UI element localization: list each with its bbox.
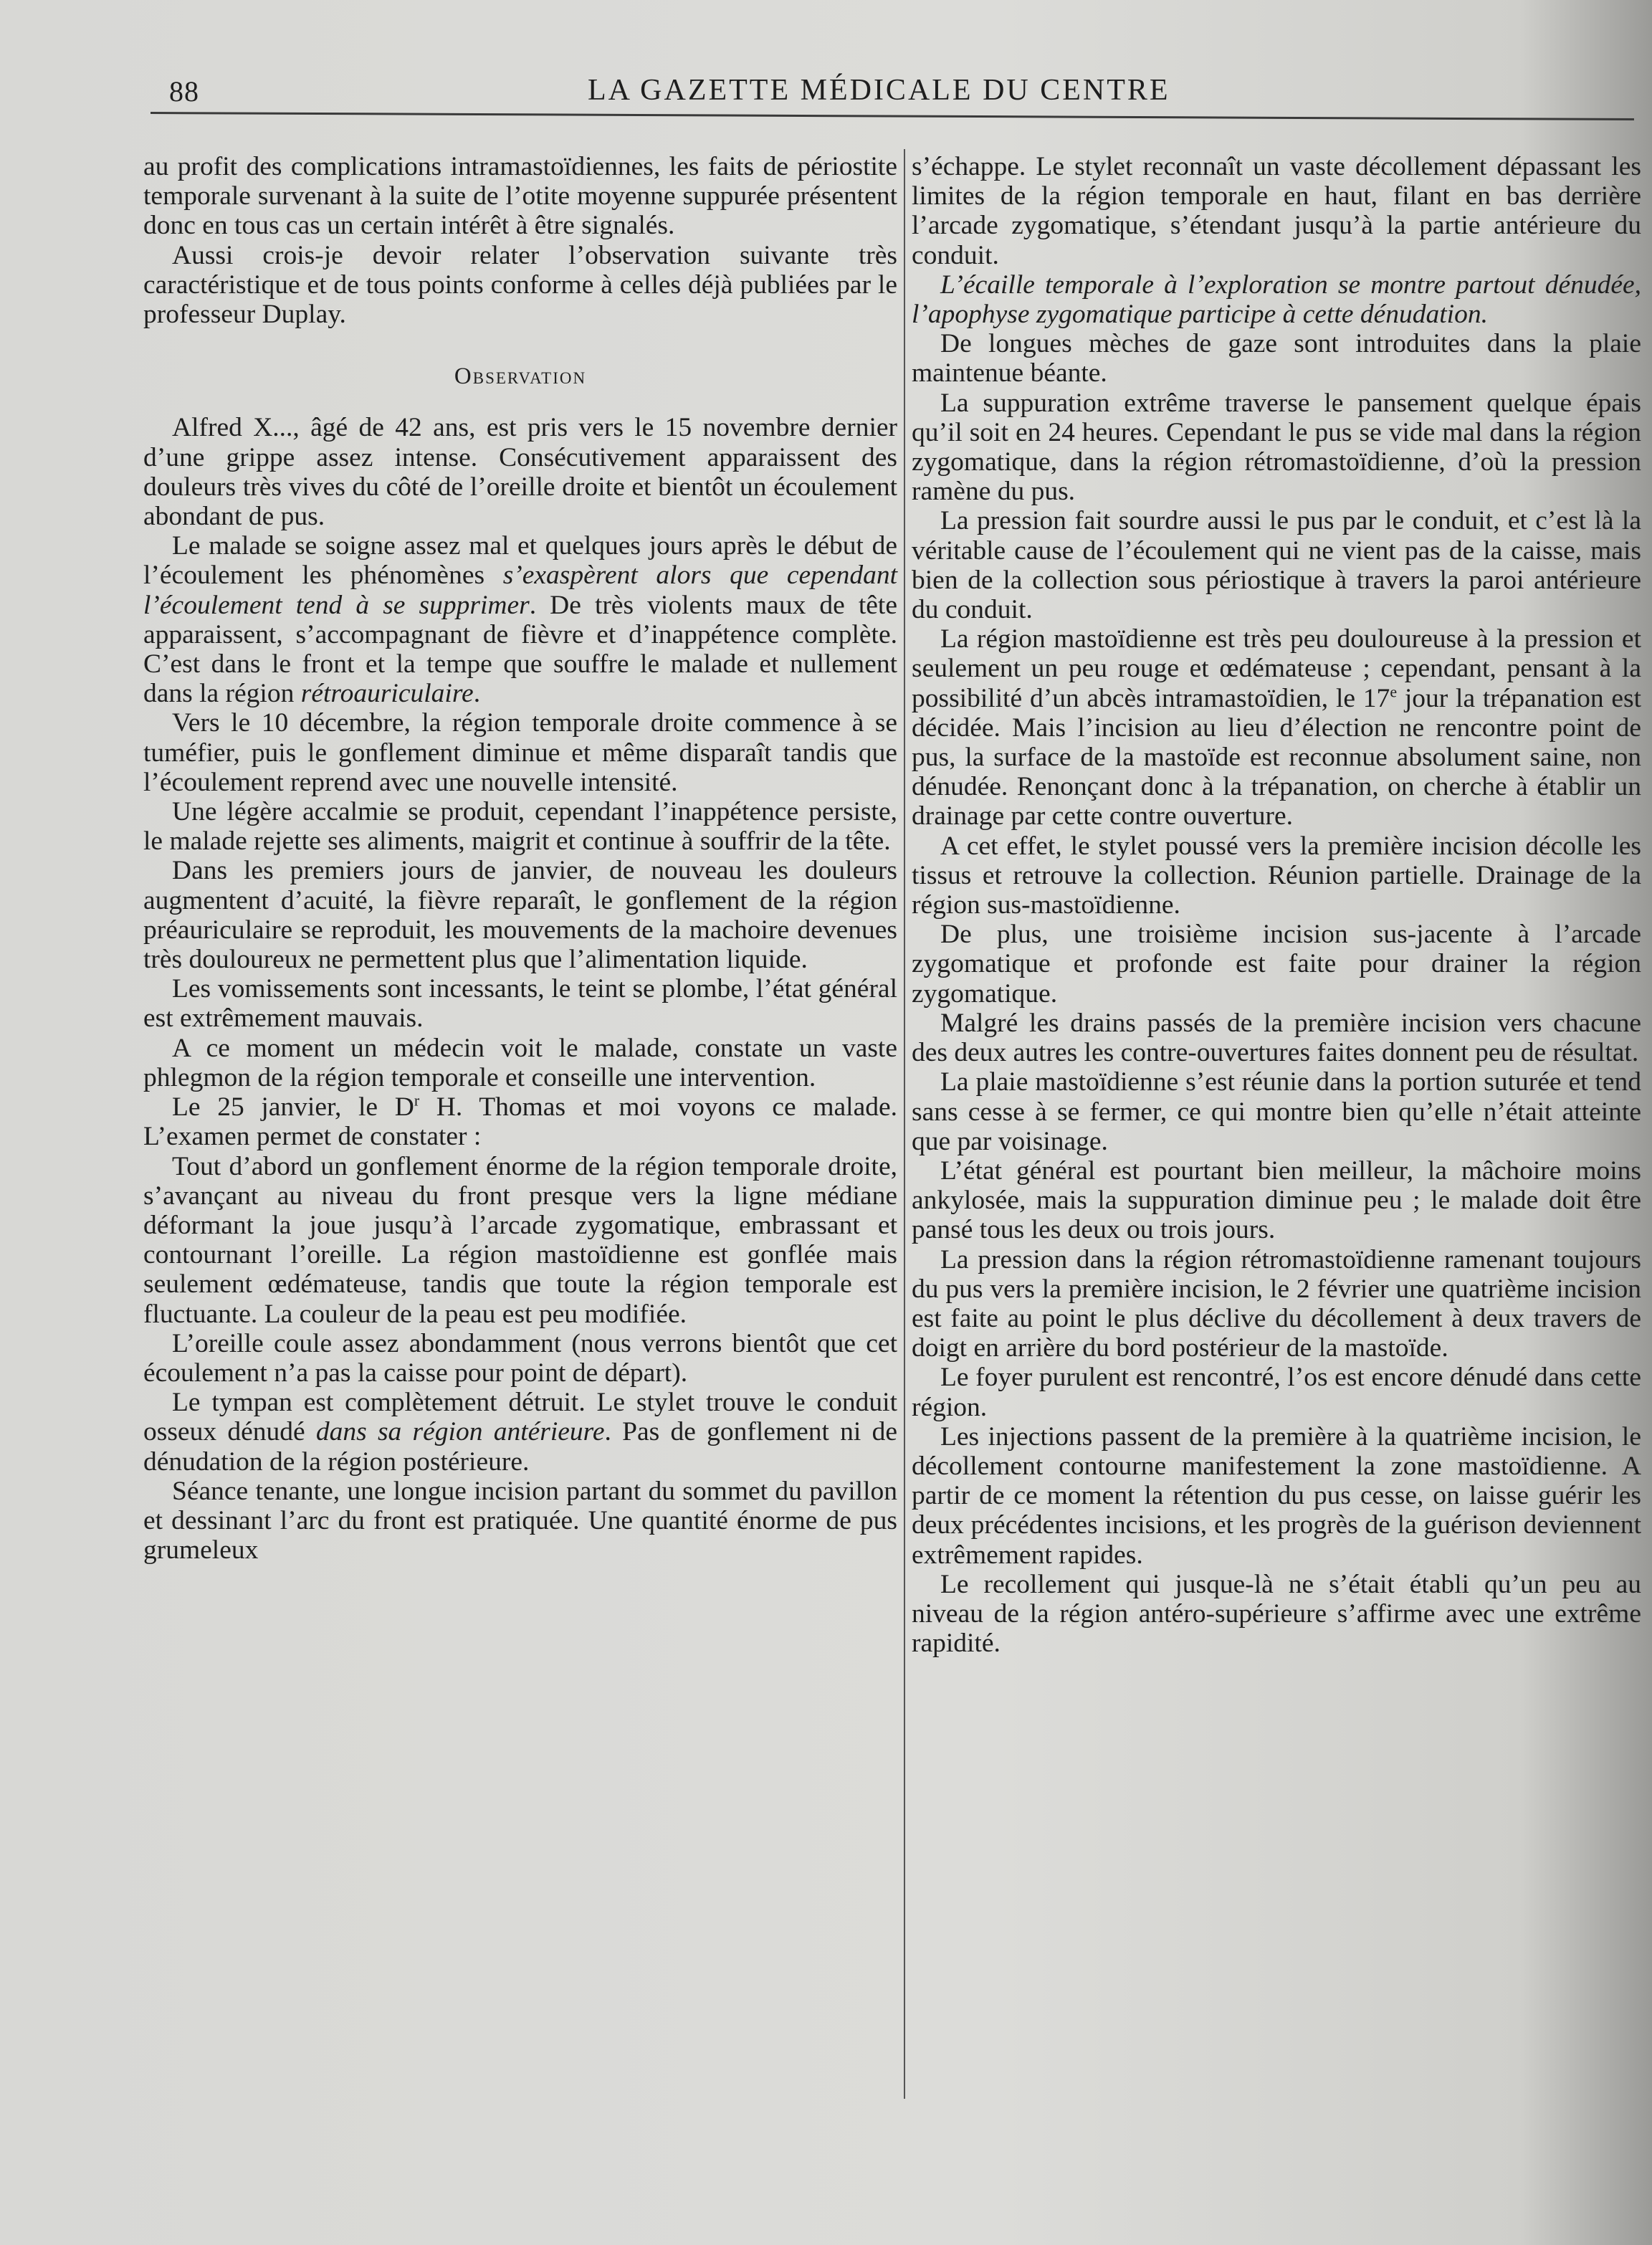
superscript: r	[414, 1091, 420, 1110]
paragraph: au profit des complications intramastoïdiennes, les faits de périostite temporale survenant à la suite de l’otite moyenne suppurée présentent donc en tous cas un certain intérêt à être signalés.	[143, 152, 897, 241]
paragraph: Malgré les drains passés de la première incision vers chacune des deux autres les contre-ouvertures faites donnent peu de résultat.	[912, 1008, 1641, 1068]
paragraph: La suppuration extrême traverse le pansement quelque épais qu’il soit en 24 heures. Cependant le pus se vide mal dans la région zygomatique, dans la région rétromastoïdienne, d’où la pression ramène du pus.	[912, 388, 1641, 507]
text-run: Le 25 janvier, le D	[172, 1092, 414, 1122]
paragraph: La pression fait sourdre aussi le pus par le conduit, et c’est là la véritable cause de l’écoulement qui ne vient pas de la caisse, mais bien de la collection sous périostique à travers la paroi antérieure du conduit.	[912, 506, 1641, 625]
page-number: 88	[169, 75, 199, 108]
journal-title: LA GAZETTE MÉDICALE DU CENTRE	[588, 74, 1170, 107]
paragraph: L’oreille coule assez abondamment (nous verrons bientôt que cet écoulement n’a pas la caisse pour point de départ).	[143, 1328, 897, 1388]
paragraph: De longues mèches de gaze sont introduites dans la plaie maintenue béante.	[912, 329, 1641, 389]
text-run: jour la trépanation est décidée. Mais l’incision au lieu d’élection ne rencontre point de pus, la surface de la mastoïde est reconnue absolument saine, non dénudée. Renonçant donc à la trépanation, on cherche à établir un drainage par cette contre ouverture.	[912, 683, 1641, 831]
paragraph: Aussi crois-je devoir relater l’observation suivante très caractéristique et de tous points conforme à celles déjà publiées par le professeur Duplay.	[143, 240, 897, 330]
paragraph	[143, 1092, 897, 1151]
column-divider	[904, 149, 905, 2099]
paragraph: Les vomissements sont incessants, le teint se plombe, l’état général est extrêmement mauvais.	[143, 974, 897, 1034]
text-run: Le tympan est complètement détruit. Le stylet trouve le conduit osseux dénudé	[143, 1388, 897, 1447]
italic-run: L’écaille temporale à l’exploration se montre partout dénudée, l’apophyse zygomatique participe à cette dénudation.	[912, 270, 1641, 330]
paragraph	[143, 531, 897, 708]
paragraph: Dans les premiers jours de janvier, de nouveau les douleurs augmentent d’acuité, la fièvre reparaît, le gonflement de la région préauriculaire se reproduit, les mouvements de la machoire devenues très douloureux ne permettent plus que l’alimentation liquide.	[143, 856, 897, 975]
paragraph: Vers le 10 décembre, la région temporale droite commence à se tuméfier, puis le gonflement diminue et même disparaît tandis que l’écoulement reprend avec une nouvelle intensité.	[143, 708, 897, 797]
paragraph: Tout d’abord un gonflement énorme de la région temporale droite, s’avançant au niveau du front presque vers la ligne médiane déformant la joue jusqu’à l’arcade zygomatique, embrassant et contournant l’oreille. La région mastoïdienne est gonflée mais seulement œdémateuse, tandis que toute la région temporale est fluctuante. La couleur de la peau est peu modifiée.	[143, 1151, 897, 1329]
paragraph: Les injections passent de la première à la quatrième incision, le décollement contourne manifestement la zone mastoïdienne. A partir de ce moment la rétention du pus cesse, on laisse guérir les deux précédentes incisions, et les progrès de la guérison deviennent extrêmement rapides.	[912, 1421, 1641, 1570]
paragraph: Le foyer purulent est rencontré, l’os est encore dénudé dans cette région.	[912, 1363, 1641, 1422]
paragraph: De plus, une troisième incision sus-jacente à l’arcade zygomatique et profonde est faite pour drainer la région zygomatique.	[912, 920, 1641, 1009]
italic-run: rétroauriculaire	[300, 679, 474, 709]
paragraph	[912, 270, 1641, 329]
italic-run: dans sa région antérieure	[315, 1417, 605, 1447]
text-run: H. Thomas et moi voyons ce malade. L’examen permet de constater :	[143, 1092, 897, 1152]
superscript: e	[1390, 682, 1398, 701]
section-heading: Observation	[454, 363, 587, 390]
paragraph: L’état général est pourtant bien meilleur, la mâchoire moins ankylosée, mais la suppuration diminue peu ; le malade doit être pansé tous les deux ou trois jours.	[912, 1155, 1641, 1245]
paragraph: Le recollement qui jusque-là ne s’était établi qu’un peu au niveau de la région antéro-supérieure s’affirme avec une extrême rapidité.	[912, 1569, 1641, 1659]
italic-run: s’exaspèrent alors que cependant l’écoulement tend à se supprimer	[143, 561, 897, 620]
text-run: .	[473, 679, 481, 709]
paragraph: La plaie mastoïdienne s’est réunie dans la portion suturée et tend sans cesse à se fermer, ce qui montre bien qu’elle n’était atteinte que par voisinage.	[912, 1067, 1641, 1156]
paragraph: La pression dans la région rétromastoïdienne ramenant toujours du pus vers la première incision, le 2 février une quatrième incision est faite au point le plus déclive du décollement à deux travers de doigt en arrière du bord postérieur de la mastoïde.	[912, 1244, 1641, 1363]
text-run: La région mastoïdienne est très peu douloureuse à la pression et seulement un peu rouge et œdémateuse ; cependant, pensant à la possibilité d’un abcès intramastoïdien, le 17	[912, 624, 1641, 713]
page-header	[143, 70, 1634, 113]
paragraph: s’échappe. Le stylet reconnaît un vaste décollement dépassant les limites de la région temporale en haut, filant en bas derrière l’arcade zygomatique, s’étendant jusqu’à la partie antérieure du conduit.	[912, 152, 1641, 270]
paragraph: A ce moment un médecin voit le malade, constate un vaste phlegmon de la région temporale et conseille une intervention.	[143, 1033, 897, 1092]
left-column	[143, 152, 897, 1565]
paragraph: Alfred X..., âgé de 42 ans, est pris vers le 15 novembre dernier d’une grippe assez intense. Consécutivement apparaissent des douleurs très vives du côté de l’oreille droite et bientôt un écoulement abondant de pus.	[143, 413, 897, 532]
paragraph	[143, 1388, 897, 1477]
paragraph: Une légère accalmie se produit, cependant l’inappétence persiste, le malade rejette ses aliments, maigrit et continue à souffrir de la tête.	[143, 797, 897, 857]
text-run: Le malade se soigne assez mal et quelques jours après le début de l’écoulement les phénomènes	[143, 531, 897, 591]
text-run: . Pas de gonflement ni de dénudation de la région postérieure.	[143, 1417, 897, 1477]
right-column	[912, 152, 1641, 1658]
paragraph: Séance tenante, une longue incision partant du sommet du pavillon et dessinant l’arc du front est pratiquée. Une quantité énorme de pus grumeleux	[143, 1476, 897, 1565]
paragraph	[912, 624, 1641, 831]
paragraph: A cet effet, le stylet poussé vers la première incision décolle les tissus et retrouve la collection. Réunion partielle. Drainage de la région sus-mastoïdienne.	[912, 831, 1641, 920]
text-run: . De très violents maux de tête apparaissent, s’accompagnant de fièvre et d’inappétence complète. C’est dans le front et la tempe que souffre le malade et nullement dans la région	[143, 590, 897, 709]
